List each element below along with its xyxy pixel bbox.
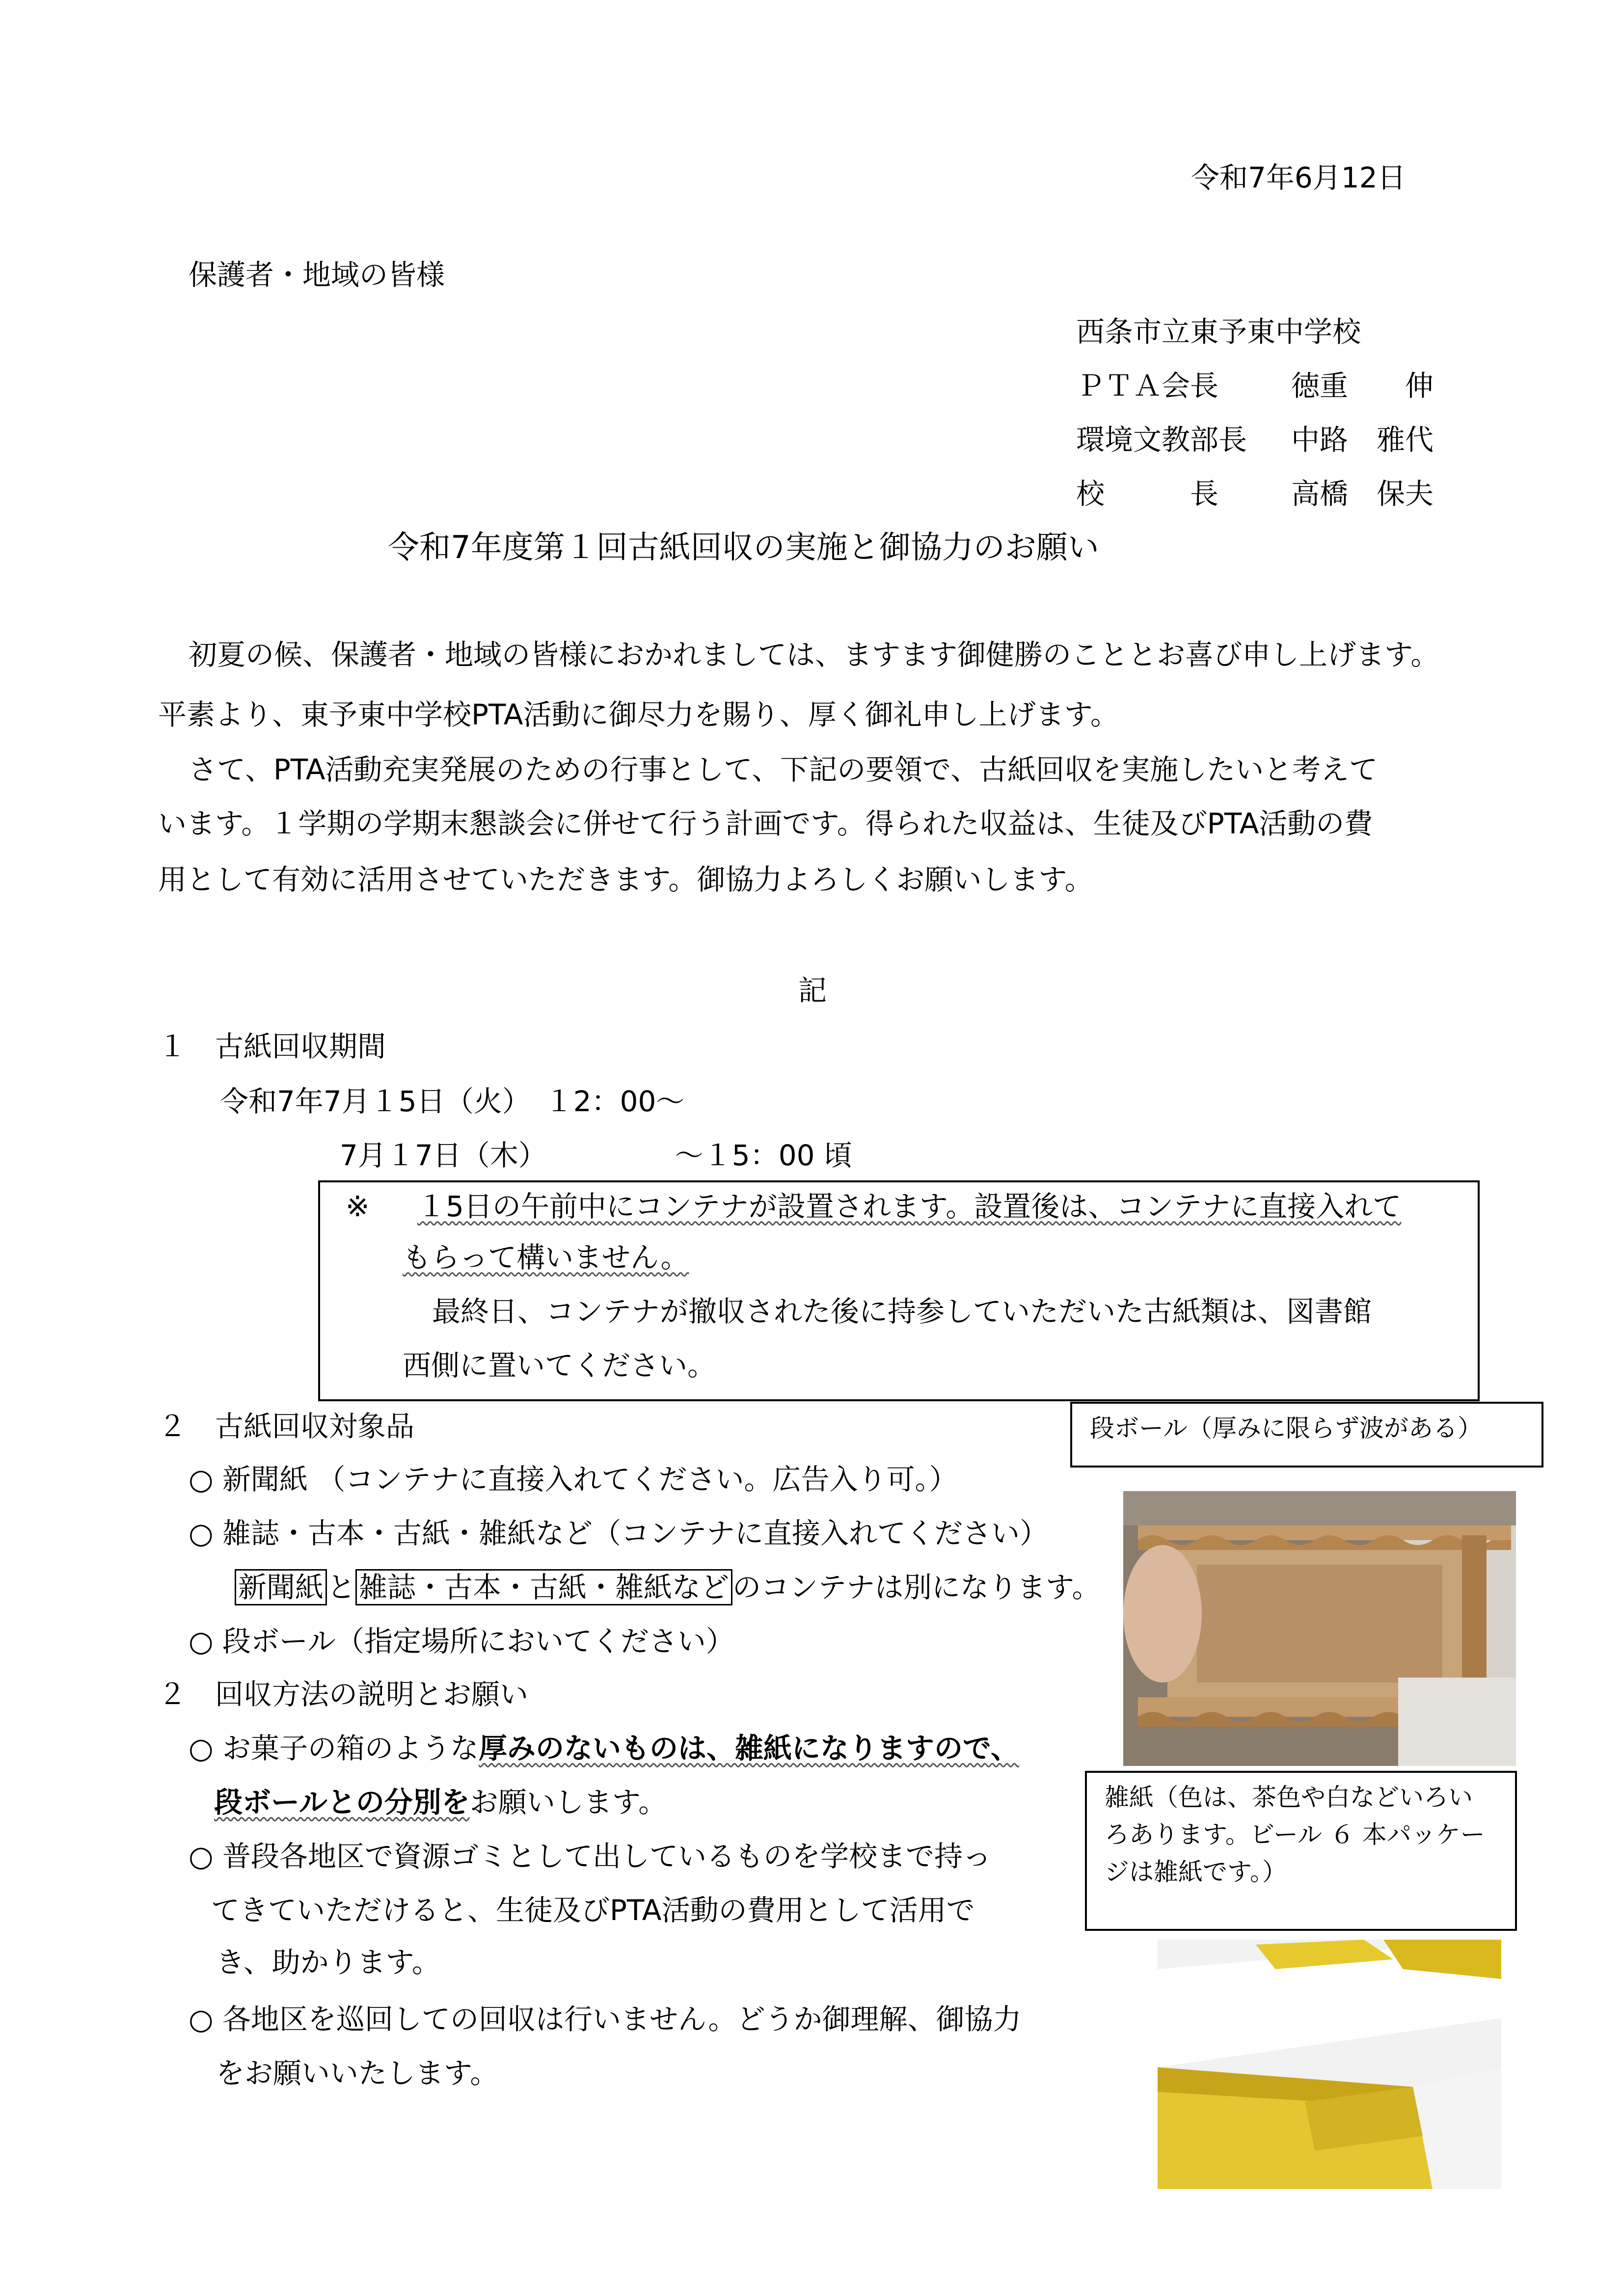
bullet2-line1: ○ 普段各地区で資源ゴミとして出しているものを学校まで持っ [189,1840,992,1873]
mixed-paper-caption [1085,1771,1517,1931]
document-title: 令和7年度第１回古紙回収の実施と御協力のお願い [388,530,1099,566]
intro-line-5: 用として有効に活用させていただきます。御協力よろしくお願いします。 [158,863,1093,896]
bullet1-line2 [214,1784,667,1821]
mixed-caption-line2: ろあります。ビール ６ 本パッケー [1105,1820,1485,1849]
note-line-4: 西側に置いてください。 [403,1349,716,1382]
sep-end: のコンテナは別になります。 [732,1571,1101,1604]
mixed-caption-line1: 雑紙（色は、茶色や白などいろい [1105,1783,1473,1812]
item-newspaper: ○ 新聞紙 （コンテナに直接入れてください。広告入り可。） [189,1463,958,1496]
bullet1-emphasis: 厚みのないものは、雑紙になりますので、 [479,1732,1019,1765]
bullet1-emphasis-2: 段ボールとの分別を [214,1786,470,1819]
note-line-2: もらって構いません。 [403,1241,689,1274]
bullet3-line1: ○ 各地区を巡回しての回収は行いません。どうか御理解、御協力 [189,2002,1022,2036]
sender-role-env: 環境文教部長 [1076,423,1247,456]
document-date: 令和7年6月12日 [1191,161,1406,194]
section1-heading: １ 古紙回収期間 [158,1030,386,1063]
sender-name-pta: 徳重 伸 [1291,369,1434,402]
note-mark: ※ [346,1190,370,1223]
sender-name-principal: 高橋 保夫 [1291,477,1434,510]
mixed-paper-photo [1158,1940,1501,2189]
note-line-1: １5日の午前中にコンテナが設置されます。設置後は、コンテナに直接入れて [417,1190,1402,1223]
bullet1-pre: ○ お菓子の箱のような [189,1732,479,1765]
period-start: 令和7年7月１5日（火） １2：00～ [220,1085,685,1118]
sender-name-env: 中路 雅代 [1291,423,1434,456]
item-magazines: ○ 雑誌・古本・古紙・雑紙など（コンテナに直接入れてください） [189,1517,1049,1550]
magazines-box-label: 雑誌・古本・古紙・雑紙など [355,1569,732,1605]
bullet3-line2: をお願いいたします。 [216,2056,499,2090]
sender-school: 西条市立東予東中学校 [1076,315,1361,348]
section3-heading: ２ 回収方法の説明とお願い [158,1678,529,1711]
bullet2-line3: き、助かります。 [216,1946,441,1979]
section2-heading: ２ 古紙回収対象品 [158,1410,415,1443]
newspaper-box-label: 新聞紙 [235,1569,327,1605]
mixed-caption-line3: ジは雑紙です。） [1105,1858,1287,1886]
sender-role-principal: 校 長 [1076,477,1219,510]
sep-mid: と [327,1571,356,1604]
intro-line-1: 初夏の候、保護者・地域の皆様におかれましては、ますます御健勝のこととお喜び申し上げます。 [189,638,1439,671]
intro-line-4: います。１学期の学期末懇談会に併せて行う計画です。得られた収益は、生徒及びPTA活動の費 [158,807,1373,840]
sender-role-pta: ＰＴＡ会長 [1076,369,1219,402]
separate-containers-line [235,1569,1100,1606]
period-end: 7月１7日（木） ～１5：00 頃 [340,1139,852,1172]
note-line-3: 最終日、コンテナが撤収された後に持参していただいた古紙類は、図書館 [432,1295,1372,1328]
bullet1-end: お願いします。 [469,1786,667,1819]
bullet1-line1 [189,1730,1019,1767]
item-cardboard: ○ 段ボール（指定場所においてください） [189,1625,734,1658]
recipient: 保護者・地域の皆様 [189,258,445,292]
cardboard-photo [1123,1491,1516,1766]
intro-line-3: さて、PTA活動充実発展のための行事として、下記の要領で、古紙回収を実施したいと考えて [189,753,1378,786]
intro-line-2: 平素より、東予東中学校PTA活動に御尽力を賜り、厚く御礼申し上げます。 [158,698,1119,731]
ki-marker: 記 [798,974,827,1007]
cardboard-caption-text: 段ボール（厚みに限らず波がある） [1090,1414,1482,1442]
bullet2-line2: てきていただけると、生徒及びPTA活動の費用として活用で [211,1894,975,1927]
cardboard-caption [1070,1402,1543,1468]
